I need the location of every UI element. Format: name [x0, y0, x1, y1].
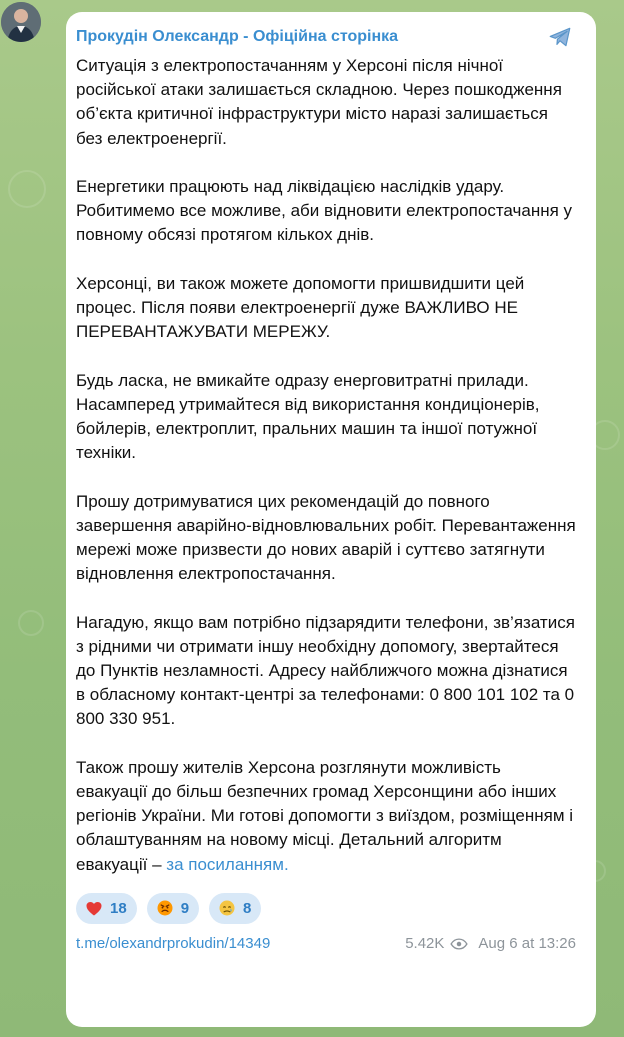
channel-name[interactable]: Прокудін Олександр - Офіційна сторінка	[76, 28, 399, 45]
message-paragraph-text: Також прошу жителів Херсона розглянути можливість евакуації до більш безпечних громад Херсонщини або інших регіонів України. Ми готові допомогти з виїздом, розміщенням і облаштуванням на новому місці. Детальний алгоритм евакуації –	[76, 757, 574, 874]
message-paragraph: Прошу дотримуватися цих рекомендацій до повного завершення аварійно-відновлювальних робіт. Перевантаження мережі може призвести до нових аварій і суттєво затягнути відновлення електропостачання.	[76, 491, 576, 584]
reaction-count: 18	[110, 899, 127, 917]
angry-face-icon	[155, 898, 175, 918]
reaction-crying[interactable]	[209, 893, 261, 924]
message-paragraph: Херсонці, ви також можете допомогти пришвидшити цей процес. Після появи електроенергії дуже ВАЖЛИВО НЕ ПЕРЕВАНТАЖУВАТИ МЕРЕЖУ.	[76, 273, 525, 342]
reaction-angry[interactable]	[147, 893, 199, 924]
message-paragraph: Ситуація з електропостачанням у Херсоні після нічної російської атаки залишається складною. Через пошкодження об’єкта критичної інфраструктури місто наразі залишається без електроенергії.	[76, 56, 562, 148]
eye-icon	[450, 937, 468, 951]
message-header	[76, 24, 576, 50]
reaction-heart[interactable]	[76, 893, 137, 924]
views-count: 5.42K	[405, 934, 445, 952]
reactions-bar	[76, 893, 576, 924]
channel-avatar[interactable]	[1, 2, 41, 42]
reaction-count: 8	[243, 899, 252, 917]
message-paragraph: Будь ласка, не вмикайте одразу енерговитратні прилади. Насамперед утримайтеся від використання кондиціонерів, бойлерів, електроплит, пральних машин та іншої потужної техніки.	[76, 370, 540, 463]
message-paragraph: Енергетики працюють над ліквідацією наслідків удару. Робитимемо все можливе, аби відновити електропостачання у повному обсязі протягом кількох днів.	[76, 177, 573, 245]
telegram-share-icon[interactable]	[546, 23, 574, 51]
message-bubble	[66, 12, 596, 1027]
message-text	[76, 54, 576, 877]
message-paragraph-last	[76, 756, 576, 877]
message-meta	[405, 935, 576, 953]
background-doodle	[8, 170, 46, 208]
background-doodle	[18, 610, 44, 636]
heart-icon	[84, 898, 104, 918]
evacuation-link[interactable]: за посиланням.	[166, 854, 289, 874]
crying-face-icon	[217, 898, 237, 918]
avatar-image	[1, 2, 41, 42]
post-time: Aug 6 at 13:26	[478, 934, 576, 952]
message-paragraph: Нагадую, якщо вам потрібно підзарядити телефони, зв’язатися з рідними чи отримати іншу необхідну допомогу, звертайтеся до Пунктів незламності. Адресу найближчого можна дізнатися в обласному контакт-центрі за телефонами: 0 800 101 102 та 0 800 330 951.	[76, 612, 575, 729]
message-footer	[76, 935, 576, 953]
post-link[interactable]: t.me/olexandrprokudin/14349	[76, 934, 271, 952]
reaction-count: 9	[180, 899, 190, 917]
